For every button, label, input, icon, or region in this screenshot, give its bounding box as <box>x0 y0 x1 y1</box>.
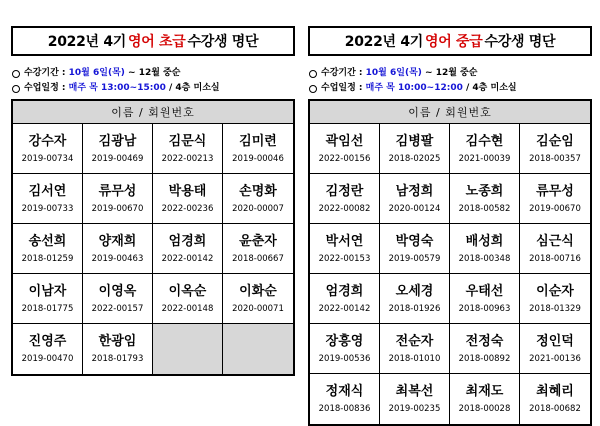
member-id: 2022-00082 <box>318 203 371 214</box>
member-cell <box>520 124 590 174</box>
title-suffix: 수강생 명단 <box>187 34 259 50</box>
member-cell <box>83 324 153 374</box>
period-rest: ~ 12월 중순 <box>128 68 181 78</box>
member-cell <box>380 124 450 174</box>
member-cell <box>380 174 450 224</box>
member-name: 전정숙 <box>465 333 504 349</box>
member-id: 2018-00348 <box>458 253 511 264</box>
title-prefix: 2022년 4기 <box>344 34 424 50</box>
member-name: 최혜리 <box>536 384 574 399</box>
member-name: 이화순 <box>239 283 277 299</box>
intermediate-roster-table <box>308 99 592 426</box>
member-cell <box>450 174 520 224</box>
member-cell <box>153 124 223 174</box>
member-id: 2022-00236 <box>161 203 214 214</box>
member-name: 곽임선 <box>325 133 364 149</box>
member-id: 2018-01793 <box>91 354 144 364</box>
member-cell <box>380 374 450 424</box>
period-label: 수강기간 : <box>24 68 66 78</box>
member-cell <box>450 124 520 174</box>
circle-bullet-icon <box>309 70 317 78</box>
member-name: 송선희 <box>28 233 67 249</box>
member-cell <box>450 274 520 324</box>
member-id: 2019-00536 <box>318 353 371 364</box>
member-id: 2018-00892 <box>458 353 511 364</box>
member-cell <box>223 124 293 174</box>
period-value: 10월 6일(목) <box>365 68 422 78</box>
member-name: 손명화 <box>239 183 277 199</box>
member-name: 김순임 <box>536 133 574 149</box>
member-name: 전순자 <box>395 333 434 349</box>
member-id: 2019-00579 <box>388 253 441 264</box>
member-name: 장흥영 <box>325 333 364 349</box>
course-period <box>11 66 295 81</box>
course-schedule <box>308 81 592 96</box>
member-id: 2018-00716 <box>529 253 581 264</box>
member-id: 2022-00142 <box>161 253 214 264</box>
member-name: 김정란 <box>325 183 364 199</box>
member-cell <box>13 324 83 374</box>
member-id: 2020-00007 <box>232 203 284 214</box>
member-name: 오세경 <box>395 283 434 299</box>
title-prefix: 2022년 4기 <box>47 34 127 50</box>
member-id: 2022-00153 <box>318 253 371 264</box>
member-cell <box>83 124 153 174</box>
member-id: 2018-02025 <box>388 153 441 164</box>
schedule-rest: / 4층 미소실 <box>168 83 220 93</box>
title-level: 영어 초급 <box>128 34 186 50</box>
period-label: 수강기간 : <box>321 68 363 78</box>
course-info <box>11 66 295 96</box>
member-name: 남정희 <box>395 183 434 199</box>
member-id: 2019-00670 <box>91 203 144 214</box>
empty-cell <box>223 324 293 374</box>
member-name: 김미련 <box>239 133 277 149</box>
course-info <box>308 66 592 96</box>
member-name: 김병팔 <box>395 133 434 149</box>
member-cell <box>83 174 153 224</box>
member-name: 이순자 <box>536 283 574 299</box>
member-id: 2022-00156 <box>318 153 371 164</box>
member-cell <box>310 124 380 174</box>
roster-grid <box>13 124 293 374</box>
member-name: 양재희 <box>98 233 137 249</box>
schedule-value: 매주 목 10:00~12:00 <box>365 83 463 93</box>
member-name: 김서연 <box>28 183 67 199</box>
member-name: 박서연 <box>325 233 364 249</box>
member-cell <box>310 224 380 274</box>
member-name: 정인덕 <box>536 333 574 349</box>
member-cell <box>520 174 590 224</box>
schedule-rest: / 4층 미소실 <box>465 83 517 93</box>
period-rest: ~ 12월 중순 <box>425 68 478 78</box>
member-name: 강수자 <box>28 133 67 149</box>
member-name: 윤춘자 <box>239 233 277 249</box>
member-id: 2018-00028 <box>458 404 511 414</box>
member-id: 2018-01259 <box>21 253 74 264</box>
member-name: 이옥순 <box>168 283 207 299</box>
member-cell <box>310 274 380 324</box>
member-cell <box>223 274 293 324</box>
schedule-label: 수업일정 : <box>321 83 363 93</box>
course-period <box>308 66 592 81</box>
member-name: 이남자 <box>28 283 67 299</box>
member-cell <box>380 224 450 274</box>
member-id: 2018-00667 <box>232 253 284 264</box>
member-cell <box>83 274 153 324</box>
member-cell <box>520 374 590 424</box>
member-name: 박용태 <box>168 183 207 199</box>
beginner-title <box>11 26 295 56</box>
member-cell <box>153 274 223 324</box>
member-id: 2022-00157 <box>91 303 144 314</box>
member-cell <box>13 224 83 274</box>
member-id: 2021-00136 <box>529 353 581 364</box>
circle-bullet-icon <box>309 85 317 93</box>
member-id: 2019-00469 <box>91 153 144 164</box>
member-id: 2021-00039 <box>458 153 511 164</box>
member-cell <box>13 274 83 324</box>
member-cell <box>153 174 223 224</box>
member-id: 2019-00670 <box>529 203 581 214</box>
intermediate-panel <box>308 26 592 426</box>
member-name: 이영옥 <box>98 283 137 299</box>
member-name: 김문식 <box>168 133 207 149</box>
member-name: 엄경희 <box>325 283 364 299</box>
beginner-roster-table <box>11 99 295 376</box>
member-cell <box>450 324 520 374</box>
member-id: 2019-00470 <box>21 354 74 364</box>
member-cell <box>153 224 223 274</box>
member-id: 2018-00963 <box>458 303 511 314</box>
member-id: 2018-01775 <box>21 303 74 314</box>
member-name: 김광남 <box>98 133 137 149</box>
member-name: 류무성 <box>536 183 574 199</box>
member-id: 2019-00733 <box>21 203 74 214</box>
member-cell <box>520 274 590 324</box>
member-name: 한광임 <box>98 334 137 349</box>
schedule-value: 매주 목 13:00~15:00 <box>68 83 166 93</box>
member-id: 2022-00148 <box>161 303 214 314</box>
member-name: 류무성 <box>98 183 137 199</box>
course-schedule <box>11 81 295 96</box>
member-id: 2019-00046 <box>232 153 284 164</box>
member-cell <box>83 224 153 274</box>
member-cell <box>450 224 520 274</box>
member-id: 2018-01329 <box>529 303 581 314</box>
member-cell <box>380 324 450 374</box>
member-cell <box>13 174 83 224</box>
member-id: 2022-00213 <box>161 153 214 164</box>
member-cell <box>520 324 590 374</box>
member-cell <box>13 124 83 174</box>
member-name: 우태선 <box>465 283 504 299</box>
member-name: 배성희 <box>465 233 504 249</box>
member-cell <box>450 374 520 424</box>
member-name: 김수현 <box>465 133 504 149</box>
member-id: 2018-00357 <box>529 153 581 164</box>
member-id: 2018-01010 <box>388 353 441 364</box>
circle-bullet-icon <box>12 70 20 78</box>
schedule-label: 수업일정 : <box>24 83 66 93</box>
member-id: 2018-01926 <box>388 303 441 314</box>
member-name: 정재식 <box>325 384 364 399</box>
member-name: 박영숙 <box>395 233 434 249</box>
member-cell <box>310 174 380 224</box>
member-name: 최재도 <box>465 384 504 399</box>
member-id: 2019-00734 <box>21 153 74 164</box>
member-id: 2020-00071 <box>232 303 284 314</box>
member-id: 2020-00124 <box>388 203 441 214</box>
roster-header: 이름 / 회원번호 <box>13 101 293 124</box>
member-cell <box>310 374 380 424</box>
empty-cell <box>153 324 223 374</box>
member-cell <box>310 324 380 374</box>
member-name: 노종희 <box>465 183 504 199</box>
member-id: 2019-00463 <box>91 253 144 264</box>
title-level: 영어 중급 <box>425 34 483 50</box>
member-id: 2018-00682 <box>529 404 581 414</box>
member-name: 최복선 <box>395 384 434 399</box>
circle-bullet-icon <box>12 85 20 93</box>
member-cell <box>520 224 590 274</box>
period-value: 10월 6일(목) <box>68 68 125 78</box>
member-id: 2018-00582 <box>458 203 511 214</box>
member-id: 2018-00836 <box>318 404 371 414</box>
roster-header: 이름 / 회원번호 <box>310 101 590 124</box>
member-id: 2019-00235 <box>388 404 441 414</box>
beginner-panel <box>11 26 295 376</box>
intermediate-title <box>308 26 592 56</box>
title-suffix: 수강생 명단 <box>484 34 556 50</box>
member-name: 엄경희 <box>168 233 207 249</box>
member-id: 2022-00142 <box>318 303 371 314</box>
member-cell <box>223 224 293 274</box>
roster-grid <box>310 124 590 424</box>
member-name: 진영주 <box>28 334 67 349</box>
member-cell <box>223 174 293 224</box>
member-cell <box>380 274 450 324</box>
member-name: 심근식 <box>536 233 574 249</box>
